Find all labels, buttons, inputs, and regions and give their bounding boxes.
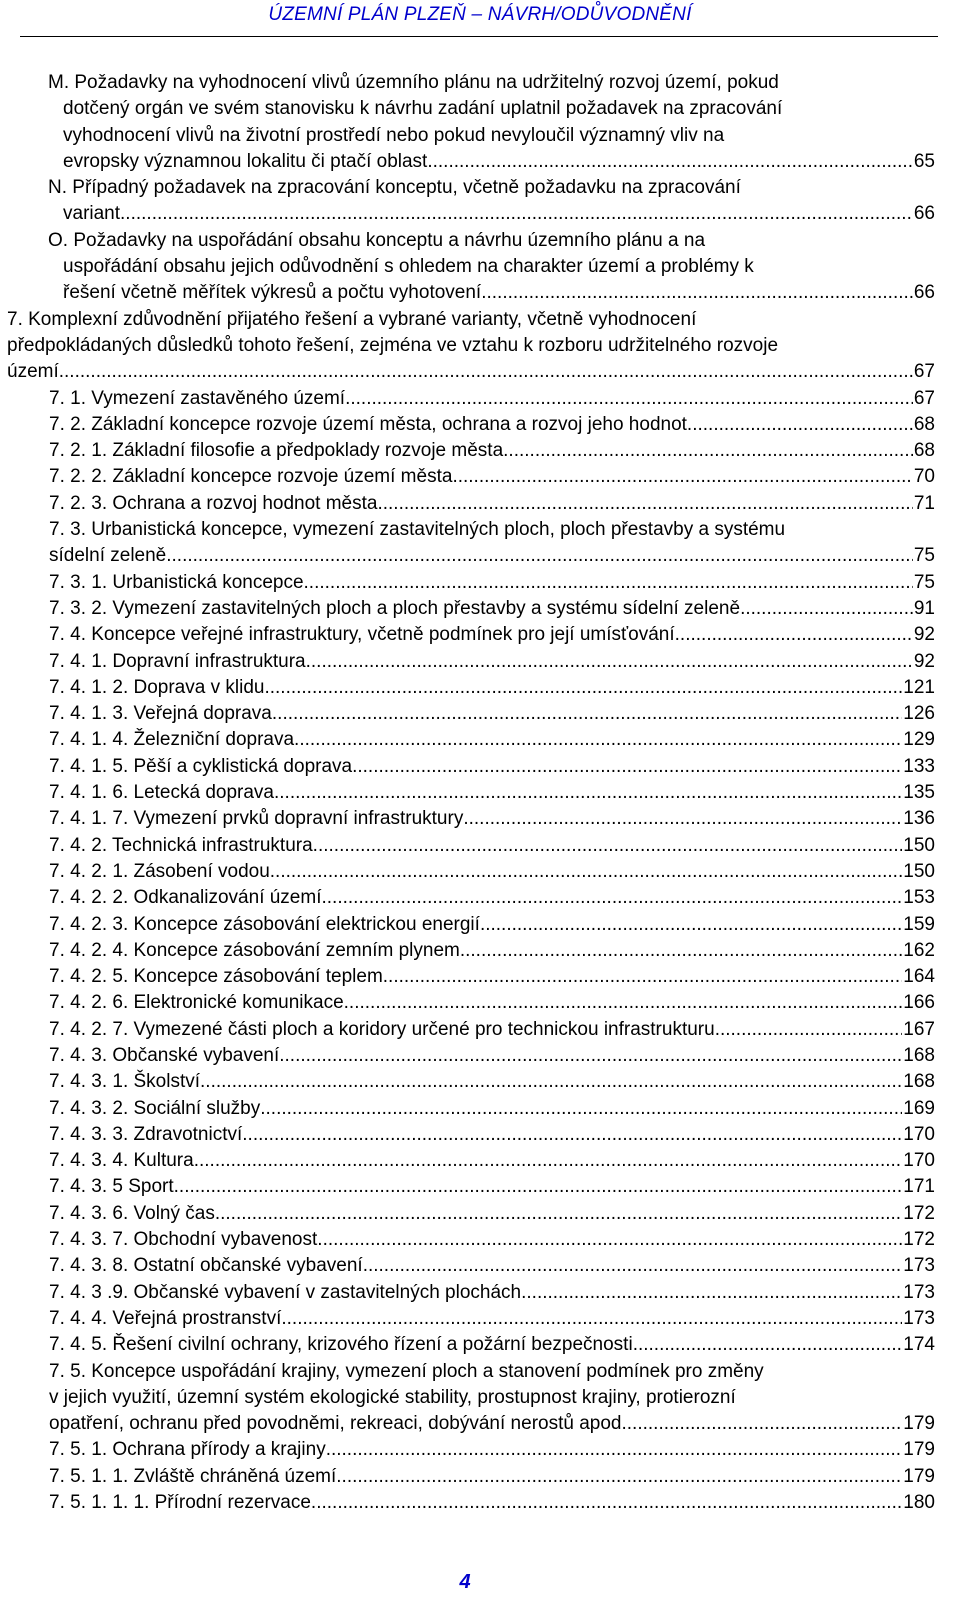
dot-leader (311, 1490, 902, 1516)
toc-entry-text: sídelní zeleně (49, 545, 167, 567)
toc-page-number: 75 (913, 571, 935, 593)
toc-entry-text: předpokládaných důsledků tohoto řešení, zejména ve vztahu k rozboru udržitelného rozvoje (7, 334, 779, 356)
dot-leader (200, 1069, 902, 1095)
toc-page-number: 172 (903, 1229, 935, 1251)
toc-entry[interactable] (49, 912, 935, 938)
dot-leader (215, 1201, 902, 1227)
dot-leader (313, 833, 903, 859)
toc-entry[interactable] (49, 649, 935, 675)
toc-page-number: 68 (913, 440, 935, 462)
dot-leader (336, 1464, 902, 1490)
toc-page-number: 162 (903, 939, 935, 961)
toc-entry[interactable] (49, 1490, 935, 1516)
toc-entry-text: 7. 4. 3. 7. Obchodní vybavenost (49, 1229, 318, 1251)
toc-entry-text: 7. 4. 1. 3. Veřejná doprava (49, 703, 272, 725)
toc-entry-text: 7. 4. 1. 6. Letecká doprava (49, 782, 274, 804)
toc-page-number: 159 (903, 913, 935, 935)
dot-leader (166, 543, 913, 569)
toc-entry[interactable] (49, 1227, 935, 1253)
toc-entry-text: 7. 4. 3. 6. Volný čas (49, 1202, 215, 1224)
toc-entry[interactable] (49, 491, 935, 517)
toc-entry[interactable] (49, 701, 935, 727)
toc-entry-text: 7. 5. 1. 1. 1. Přírodní rezervace (49, 1492, 311, 1514)
toc-entry-text: 7. 4. 2. 5. Koncepce zásobování teplem (49, 966, 383, 988)
dot-leader (344, 990, 903, 1016)
dot-leader (627, 1411, 903, 1437)
toc-entry-text: vyhodnocení vlivů na životní prostředí nebo pokud nevyloučil významný vliv na (63, 124, 725, 146)
toc-page-number: 166 (903, 992, 935, 1014)
toc-page-number: 66 (913, 203, 935, 225)
dot-leader (274, 780, 902, 806)
toc-entry[interactable] (49, 780, 935, 806)
dot-leader (740, 596, 913, 622)
toc-entry[interactable] (49, 1306, 935, 1332)
toc-page-number: 67 (913, 387, 935, 409)
toc-entry-text: O. Požadavky na uspořádání obsahu konceptu a návrhu územního plánu a na (48, 229, 706, 251)
dot-leader (306, 649, 913, 675)
dot-leader (242, 1122, 902, 1148)
toc-entry-text: 7. 4. 1. 4. Železniční doprava (49, 729, 295, 751)
dot-leader (481, 280, 913, 306)
dot-leader (715, 1017, 903, 1043)
toc-page-number: 71 (913, 492, 935, 514)
toc-entry[interactable] (49, 1464, 935, 1490)
toc-entry[interactable] (7, 307, 935, 386)
dot-leader (326, 1437, 903, 1463)
toc-entry-text: 7. 4. 2. Technická infrastruktura (49, 834, 313, 856)
toc-entry[interactable] (49, 1174, 935, 1200)
toc-entry[interactable] (49, 1096, 935, 1122)
dot-leader (272, 701, 902, 727)
toc-page-number: 180 (903, 1492, 935, 1514)
dot-leader (427, 149, 913, 175)
toc-page-number: 169 (903, 1097, 935, 1119)
toc-entry[interactable] (49, 885, 935, 911)
toc-entry[interactable] (49, 622, 935, 648)
toc-entry[interactable] (49, 1043, 935, 1069)
toc-entry[interactable] (49, 1332, 935, 1358)
toc-entry[interactable] (49, 806, 935, 832)
toc-entry-text: řešení včetně měřítek výkresů a počtu vyhotovení (63, 282, 482, 304)
toc-entry-text: 7. 4. 2. 4. Koncepce zásobování zemním plynem (49, 939, 460, 961)
toc-entry[interactable] (49, 464, 935, 490)
toc-entry[interactable] (48, 175, 935, 228)
toc-page-number: 92 (913, 624, 935, 646)
dot-leader (452, 464, 912, 490)
toc-page-number: 173 (903, 1281, 935, 1303)
dot-leader (322, 885, 903, 911)
toc-page-number: 174 (903, 1334, 935, 1356)
toc-entry-text: 7. 2. 2. Základní koncepce rozvoje území města (49, 466, 453, 488)
toc-entry-text: variant (63, 203, 121, 225)
toc-entry-text: 7. 3. 1. Urbanistická koncepce (49, 571, 304, 593)
dot-leader (174, 1174, 903, 1200)
dot-leader (279, 1043, 902, 1069)
toc-entry[interactable] (49, 1148, 935, 1174)
dot-leader (521, 1280, 902, 1306)
toc-page-number: 171 (903, 1176, 935, 1198)
toc-page-number: 126 (903, 703, 935, 725)
dot-leader (480, 912, 902, 938)
toc-entry-text: 7. 5. 1. 1. Zvláště chráněná území (49, 1465, 337, 1487)
dot-leader (264, 675, 902, 701)
toc-entry[interactable] (49, 859, 935, 885)
toc-entry-text: 7. 4. 3. Občanské vybavení (49, 1044, 280, 1066)
toc-entry-text: 7. 3. 2. Vymezení zastavitelných ploch a ploch přestavby a systému sídelní zeleně (49, 597, 741, 619)
toc-page-number: 168 (903, 1071, 935, 1093)
toc-entry-text: 7. 4. 3. 8. Ostatní občanské vybavení (49, 1255, 363, 1277)
toc-page-number: 136 (903, 808, 935, 830)
dot-leader (687, 412, 913, 438)
toc-page-number: 91 (913, 597, 935, 619)
toc-entry-text: 7. 4. 3. 5 Sport (49, 1176, 174, 1198)
toc-entry[interactable] (49, 964, 935, 990)
toc-entry[interactable] (49, 386, 935, 412)
toc-entry-text: 7. 4. 3. 3. Zdravotnictví (49, 1123, 243, 1145)
toc-entry-text: 7. 4. 2. 1. Zásobení vodou (49, 860, 270, 882)
toc-entry-text: 7. 2. 1. Základní filosofie a předpoklady rozvoje města (49, 440, 504, 462)
toc-entry[interactable] (48, 70, 935, 175)
toc-page-number: 65 (913, 150, 935, 172)
toc-entry-text: uspořádání obsahu jejich odůvodnění s ohledem na charakter území a problémy k (63, 256, 754, 278)
toc-entry[interactable] (49, 833, 935, 859)
toc-page-number: 150 (903, 834, 935, 856)
toc-entry[interactable] (49, 675, 935, 701)
toc-entry-text: území (7, 361, 59, 383)
header-rule (20, 36, 938, 37)
dot-leader (383, 964, 903, 990)
dot-leader (304, 570, 913, 596)
toc-entry[interactable] (49, 1437, 935, 1463)
toc-entry-text: 7. 4. 3. 2. Sociální služby (49, 1097, 261, 1119)
toc-page-number: 173 (903, 1307, 935, 1329)
toc-entry-text: 7. 4. 2. 7. Vymezené části ploch a koridory určené pro technickou infrastrukturu (49, 1018, 715, 1040)
dot-leader (294, 727, 902, 753)
dot-leader (317, 1227, 902, 1253)
toc-page-number: 68 (913, 413, 935, 435)
toc-entry-text: 7. Komplexní zdůvodnění přijatého řešení a vybrané varianty, včetně vyhodnocení (7, 308, 697, 330)
toc-entry[interactable] (49, 438, 935, 464)
toc-entry-text: opatření, ochranu před povodněmi, rekreaci, dobývání nerostů apod. (49, 1413, 627, 1435)
dot-leader (363, 1253, 903, 1279)
toc-entry-text: 7. 4. Koncepce veřejné infrastruktury, včetně podmínek pro její umísťování (49, 624, 675, 646)
dot-leader (194, 1148, 903, 1174)
dot-leader (377, 491, 912, 517)
toc-entry-text: 7. 1. Vymezení zastavěného území (49, 387, 346, 409)
page-header-title: ÚZEMNÍ PLÁN PLZEŇ – NÁVRH/ODŮVODNĚNÍ (268, 4, 692, 25)
toc-page-number: 170 (903, 1150, 935, 1172)
dot-leader (463, 806, 902, 832)
toc-entry[interactable] (49, 412, 935, 438)
toc-page-number: 153 (903, 887, 935, 909)
toc-entry[interactable] (48, 228, 935, 307)
toc-page-number: 172 (903, 1202, 935, 1224)
toc-page-number: 75 (913, 545, 935, 567)
toc-entry[interactable] (49, 1253, 935, 1279)
toc-entry-text: 7. 2. Základní koncepce rozvoje území města, ochrana a rozvoj jeho hodnot (49, 413, 687, 435)
dot-leader (633, 1332, 903, 1358)
toc-entry[interactable] (49, 1359, 935, 1438)
toc-page-number: 150 (903, 860, 935, 882)
toc-entry-text: 7. 4. 3. 4. Kultura (49, 1150, 194, 1172)
toc-page-number: 135 (903, 782, 935, 804)
toc-entry[interactable] (49, 990, 935, 1016)
dot-leader (281, 1306, 902, 1332)
toc-page-number: 129 (903, 729, 935, 751)
toc-page-number: 70 (913, 466, 935, 488)
page-number: 4 (459, 1571, 471, 1593)
toc-entry-text: dotčený orgán ve svém stanovisku k návrhu zadání uplatnil požadavek na zpracování (63, 98, 783, 120)
toc-entry[interactable] (49, 1280, 935, 1306)
toc-entry[interactable] (49, 570, 935, 596)
toc-page-number: 173 (903, 1255, 935, 1277)
toc-entry[interactable] (49, 1069, 935, 1095)
toc-page-number: 121 (903, 676, 935, 698)
toc-page-number: 66 (913, 282, 935, 304)
toc-entry-text: 7. 4. 2. 6. Elektronické komunikace (49, 992, 344, 1014)
dot-leader (675, 622, 913, 648)
toc-entry-text: 7. 4. 4. Veřejná prostranství (49, 1307, 282, 1329)
toc-entry-text: 7. 4. 1. 7. Vymezení prvků dopravní infrastruktury (49, 808, 464, 830)
toc-entry-text: 7. 4. 2. 2. Odkanalizování území (49, 887, 322, 909)
toc-entry[interactable] (49, 517, 935, 570)
dot-leader (260, 1096, 902, 1122)
toc-entry-text: 7. 2. 3. Ochrana a rozvoj hodnot města (49, 492, 378, 514)
toc-entry-text: M. Požadavky na vyhodnocení vlivů územního plánu na udržitelný rozvoj území, pokud (48, 72, 779, 93)
toc-entry-text: 7. 3. Urbanistická koncepce, vymezení zastavitelných ploch, ploch přestavby a systému (49, 519, 786, 541)
toc-entry[interactable] (49, 754, 935, 780)
table-of-contents (0, 70, 960, 1516)
dot-leader (503, 438, 913, 464)
toc-entry[interactable] (49, 1201, 935, 1227)
toc-entry-text: 7. 4. 1. Dopravní infrastruktura (49, 650, 306, 672)
dot-leader (59, 359, 913, 385)
toc-entry-text: 7. 5. Koncepce uspořádání krajiny, vymezení ploch a stanovení podmínek pro změny (49, 1360, 764, 1382)
toc-page-number: 167 (903, 1018, 935, 1040)
toc-entry[interactable] (49, 1017, 935, 1043)
toc-entry[interactable] (49, 727, 935, 753)
toc-entry-text: v jejich využití, územní systém ekologické stability, prostupnost krajiny, protierozní (49, 1386, 736, 1408)
toc-page-number: 179 (903, 1465, 935, 1487)
toc-entry-text: 7. 5. 1. Ochrana přírody a krajiny (49, 1439, 326, 1461)
toc-page-number: 179 (903, 1439, 935, 1461)
toc-page-number: 168 (903, 1044, 935, 1066)
dot-leader (120, 201, 913, 227)
toc-page-number: 133 (903, 755, 935, 777)
dot-leader (270, 859, 903, 885)
toc-entry-text: 7. 4. 1. 5. Pěší a cyklistická doprava (49, 755, 353, 777)
toc-page-number: 67 (913, 361, 935, 383)
toc-entry[interactable] (49, 1122, 935, 1148)
toc-entry-text: 7. 4. 1. 2. Doprava v klidu (49, 676, 265, 698)
toc-entry-text: 7. 4. 2. 3. Koncepce zásobování elektrickou energií (49, 913, 480, 935)
dot-leader (352, 754, 902, 780)
dot-leader (345, 386, 913, 412)
toc-page-number: 164 (903, 966, 935, 988)
toc-entry-text: evropsky významnou lokalitu či ptačí oblast (63, 150, 428, 172)
toc-entry-text: N. Případný požadavek na zpracování konceptu, včetně požadavku na zpracování (48, 177, 741, 199)
toc-page-number: 179 (903, 1413, 935, 1435)
toc-entry-text: 7. 4. 3 .9. Občanské vybavení v zastavitelných plochách (49, 1281, 522, 1303)
dot-leader (460, 938, 902, 964)
toc-entry[interactable] (49, 596, 935, 622)
toc-entry-text: 7. 4. 3. 1. Školství (49, 1071, 201, 1093)
toc-entry[interactable] (49, 938, 935, 964)
toc-entry-text: 7. 4. 5. Řešení civilní ochrany, krizového řízení a požární bezpečnosti (49, 1334, 633, 1356)
toc-page-number: 170 (903, 1123, 935, 1145)
toc-page-number: 92 (913, 650, 935, 672)
